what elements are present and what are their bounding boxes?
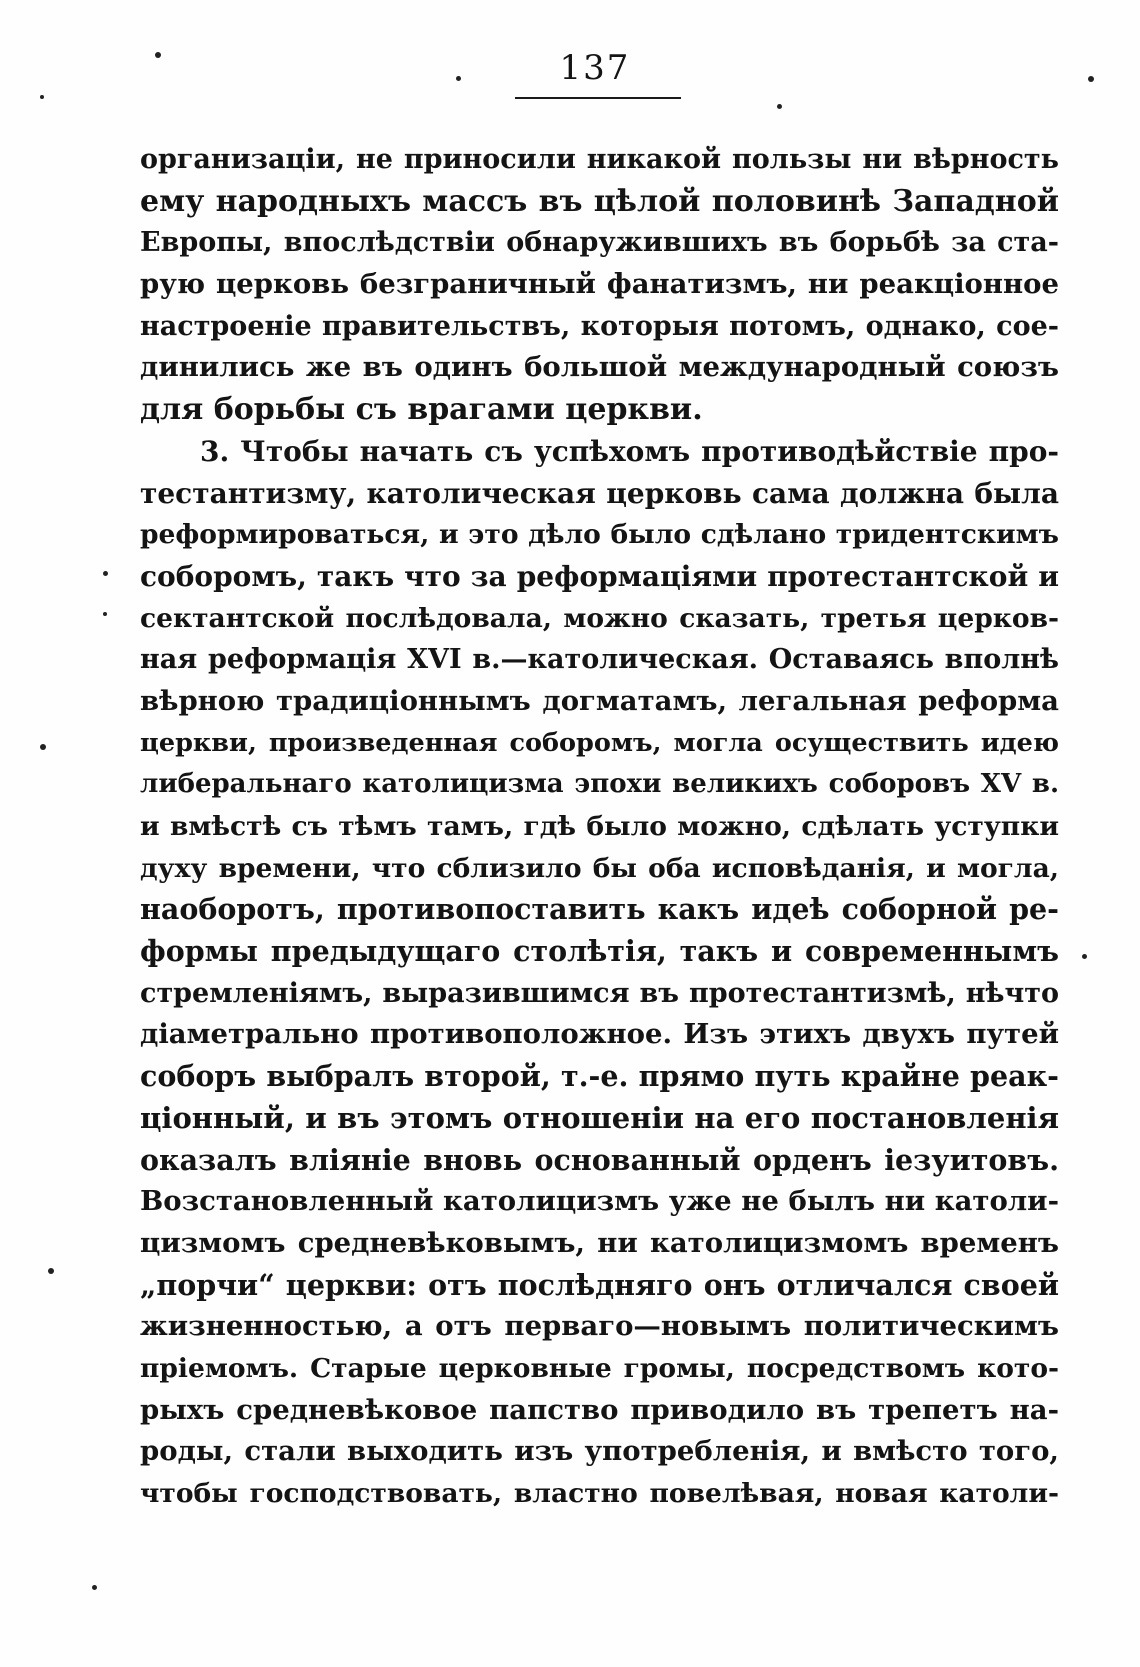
text-line: духу времени, что сблизило бы оба исповѣданія, и могла,: [140, 852, 1059, 884]
text-line: реформироваться, и это дѣло было сдѣлано тридентскимъ: [140, 519, 1059, 551]
text-line: ная реформація XVI в.—католическая. Оставаясь вполнѣ: [140, 644, 1059, 676]
scan-speck: [92, 1585, 97, 1590]
text-line: динились же въ одинъ большой международный союзъ: [140, 351, 1059, 384]
text-line: для борьбы съ врагами церкви.: [140, 392, 703, 428]
scan-speck: [456, 76, 461, 81]
text-line: рую церковь безграничный фанатизмъ, ни реакціонное: [140, 268, 1059, 301]
text-line: оказалъ вліяніе вновь основанный орденъ іезуитовъ.: [140, 1142, 1059, 1177]
text-line: діаметрально противоположное. Изъ этихъ двухъ путей: [140, 1018, 1059, 1051]
scan-speck: [103, 571, 108, 576]
scan-speck: [155, 52, 161, 58]
text-line: Возстановленный католицизмъ уже не былъ ни католи-: [140, 1185, 1059, 1218]
scan-speck: [103, 612, 107, 616]
text-line: стремленіямъ, выразившимся въ протестантизмѣ, нѣчто: [140, 977, 1059, 1009]
text-line: ему народныхъ массъ въ цѣлой половинѣ Западной: [140, 183, 1059, 219]
text-line: формы предыдущаго столѣтія, такъ и современнымъ: [140, 934, 1059, 969]
text-line: настроеніе правительствъ, которыя потомъ, однако, сое-: [140, 310, 1059, 342]
text-line: организаціи, не приносили никакой пользы ни вѣрность: [140, 144, 1059, 175]
scan-speck: [777, 104, 782, 109]
scan-speck: [1082, 954, 1087, 959]
text-line: и вмѣстѣ съ тѣмъ тамъ, гдѣ было можно, сдѣлать уступки: [140, 811, 1059, 842]
body-text: [140, 139, 1059, 1515]
scan-speck: [48, 1268, 54, 1274]
text-line: ціонный, и въ этомъ отношеніи на его постановленія: [140, 1100, 1059, 1135]
text-line: рыхъ средневѣковое папство приводило въ трепетъ на-: [140, 1393, 1059, 1426]
text-line: чтобы господствовать, властно повелѣвая, новая католи-: [140, 1478, 1059, 1509]
text-line: Европы, впослѣдствіи обнаружившихъ въ борьбѣ за ста-: [140, 227, 1059, 259]
text-line: церкви, произведенная соборомъ, могла осуществить идею: [140, 727, 1059, 758]
text-line: „порчи“ церкви: отъ послѣдняго онъ отличался своей: [140, 1267, 1059, 1302]
text-line: тестантизму, католическая церковь сама должна была: [140, 476, 1059, 510]
text-line: цизмомъ средневѣковымъ, ни католицизмомъ временъ: [140, 1226, 1059, 1259]
text-line: соборомъ, такъ что за реформаціями протестантской и: [140, 559, 1059, 593]
text-line: жизненностью, а отъ перваго—новымъ политическимъ: [140, 1310, 1059, 1343]
scan-speck: [40, 744, 46, 750]
page-number: 137: [559, 48, 631, 88]
text-line: сектантской послѣдовала, можно сказать, третья церков-: [140, 602, 1059, 634]
paragraph-start-line: 3. Чтобы начать съ успѣхомъ противодѣйствіе про-: [200, 434, 1059, 468]
scan-speck: [40, 95, 44, 99]
text-line: либеральнаго католицизма эпохи великихъ соборовъ XV в.: [140, 769, 1059, 800]
text-line: пріемомъ. Старые церковные громы, посредствомъ кото-: [140, 1352, 1059, 1384]
text-line: вѣрною традиціоннымъ догматамъ, легальная реформа: [140, 684, 1059, 717]
page-number-rule: [515, 97, 681, 99]
scan-speck: [1088, 76, 1094, 82]
text-line: соборъ выбралъ второй, т.-е. прямо путь крайне реак-: [140, 1059, 1059, 1094]
text-line: наоборотъ, противопоставить какъ идеѣ соборной ре-: [140, 892, 1059, 927]
text-line: роды, стали выходить изъ употребленія, и вмѣсто того,: [140, 1435, 1059, 1468]
